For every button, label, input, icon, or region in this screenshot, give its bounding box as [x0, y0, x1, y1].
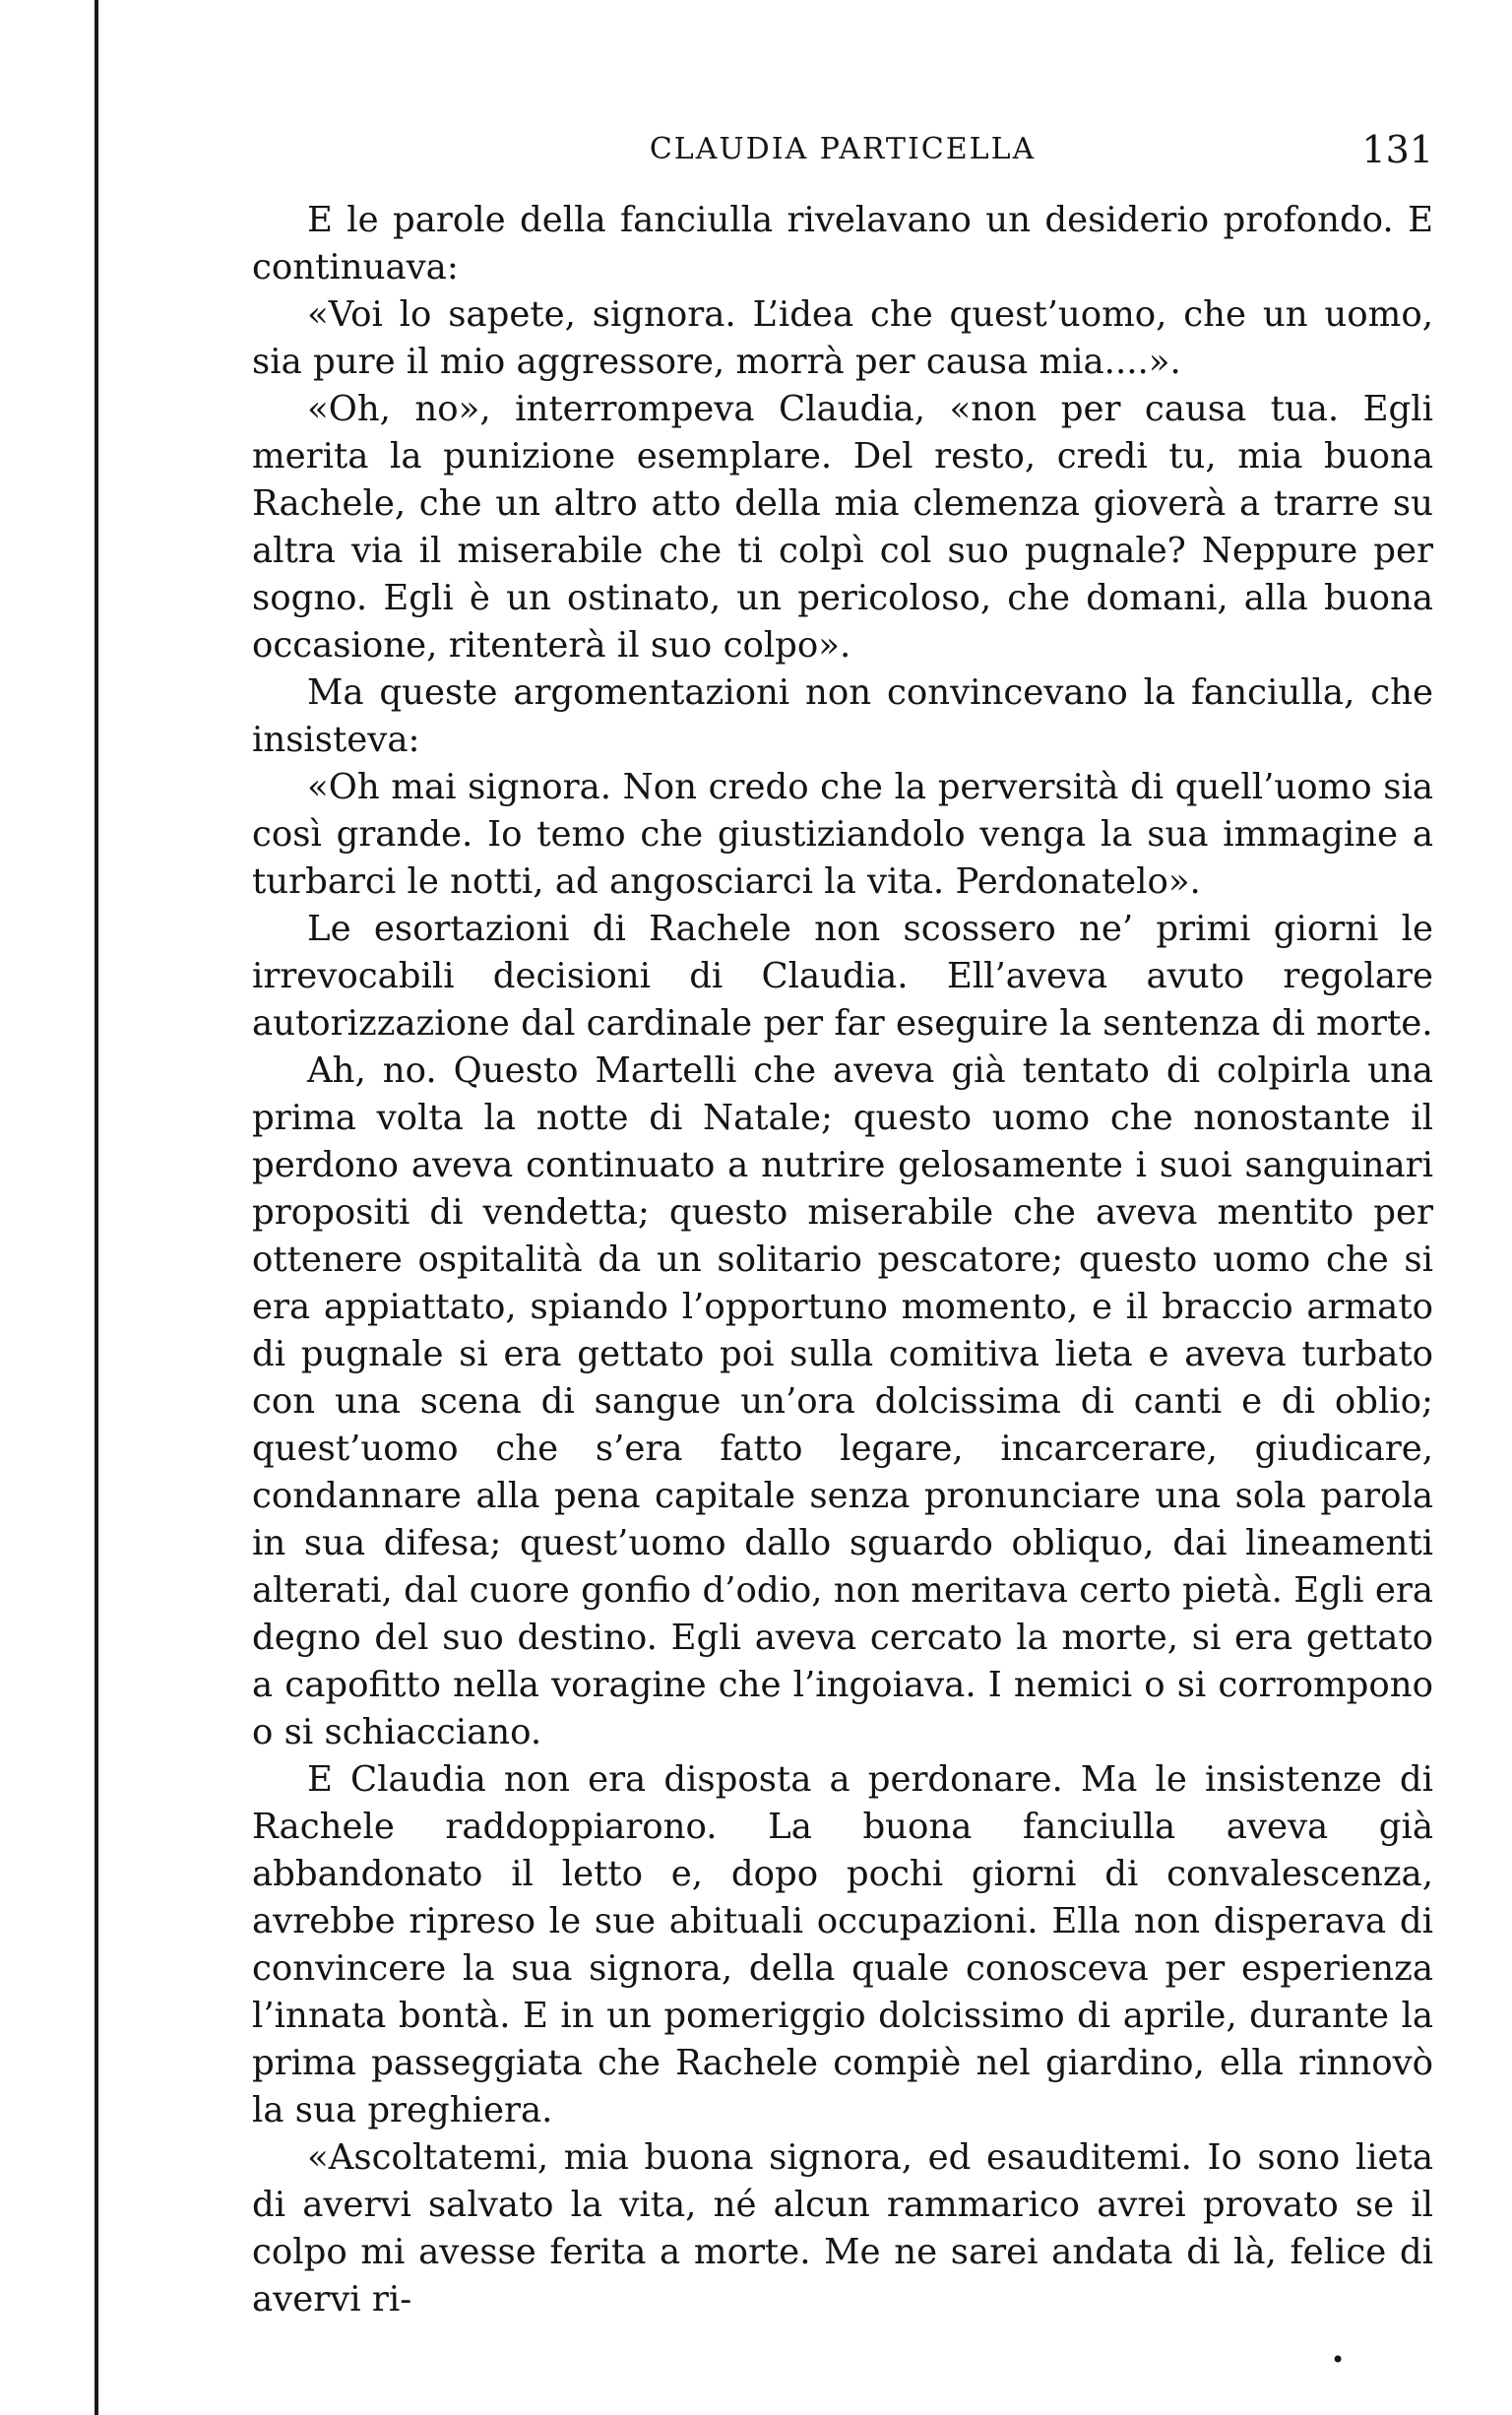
paragraph: Ma queste argomentazioni non convincevano la fanciulla, che insisteva: [252, 672, 1433, 760]
paragraph: «Oh mai signora. Non credo che la perversità di quell’uomo sia così grande. Io temo che giustiziandolo venga la sua immagine a turbarci le notti, ad angosciarci la vita. Perdonatelo». [252, 767, 1433, 902]
printer-mark-icon: • [1331, 2346, 1346, 2374]
paragraph: Ah, no. Questo Martelli che aveva già tentato di colpirla una prima volta la notte di Natale; questo uomo che nonostante il perdono aveva continuato a nutrire gelosamente i suoi sanguinari propositi di vendetta; questo miserabile che aveva mentito per ottenere ospitalità da un solitario pescatore; questo uomo che si era appiattato, spiando l’opportuno momento, e il braccio armato di pugnale si era gettato poi sulla comitiva lieta e aveva turbato con una scena di sangue un’ora dolcissima di canti e di oblio; quest’uomo che s’era fatto legare, incarcerare, giudicare, condannare alla pena capitale senza pronunciare una sola parola in sua difesa; quest’uomo dallo sguardo obliquo, dai lineamenti alterati, dal cuore gonfio d’odio, non meritava certo pietà. Egli era degno del suo destino. Egli aveva cercato la morte, si era gettato a capofitto nella voragine che l’ingoiava. I nemici o si corrompono o si schiacciano. [252, 1050, 1433, 1752]
paragraph: «Oh, no», interrompeva Claudia, «non per causa tua. Egli merita la punizione esemplare. Del resto, credi tu, mia buona Rachele, che un altro atto della mia clemenza gioverà a trarre su altra via il miserabile che ti colpì col suo pugnale? Neppure per sogno. Egli è un ostinato, un pericoloso, che domani, alla buona occasione, ritenterà il suo colpo». [252, 389, 1433, 666]
book-page [252, 118, 1433, 2323]
page-number: 131 [1361, 128, 1433, 171]
paragraph: «Voi lo sapete, signora. L’idea che quest’uomo, che un uomo, sia pure il mio aggressore, morrà per causa mia....». [252, 294, 1433, 382]
page-binding-edge [94, 0, 98, 2415]
paragraph: E Claudia non era disposta a perdonare. Ma le insistenze di Rachele raddoppiarono. La buona fanciulla aveva già abbandonato il letto e, dopo pochi giorni di convalescenza, avrebbe ripreso le sue abituali occupazioni. Ella non disperava di convincere la sua signora, della quale conosceva per esperienza l’innata bontà. E in un pomeriggio dolcissimo di aprile, durante la prima passeggiata che Rachele compiè nel giardino, ella rinnovò la sua preghiera. [252, 1759, 1433, 2130]
paragraph: «Ascoltatemi, mia buona signora, ed esauditemi. Io sono lieta di avervi salvato la vita, né alcun rammarico avrei provato se il colpo mi avesse ferita a morte. Me ne sarei andata di là, felice di avervi ri- [252, 2137, 1433, 2320]
page-header [252, 118, 1433, 181]
paragraph: E le parole della fanciulla rivelavano un desiderio profondo. E continuava: [252, 200, 1433, 287]
body-text [252, 197, 1433, 2323]
paragraph: Le esortazioni di Rachele non scossero ne’ primi giorni le irrevocabili decisioni di Claudia. Ell’aveva avuto regolare autorizzazione dal cardinale per far eseguire la sentenza di morte. [252, 909, 1433, 1044]
running-title: CLAUDIA PARTICELLA [649, 132, 1037, 166]
